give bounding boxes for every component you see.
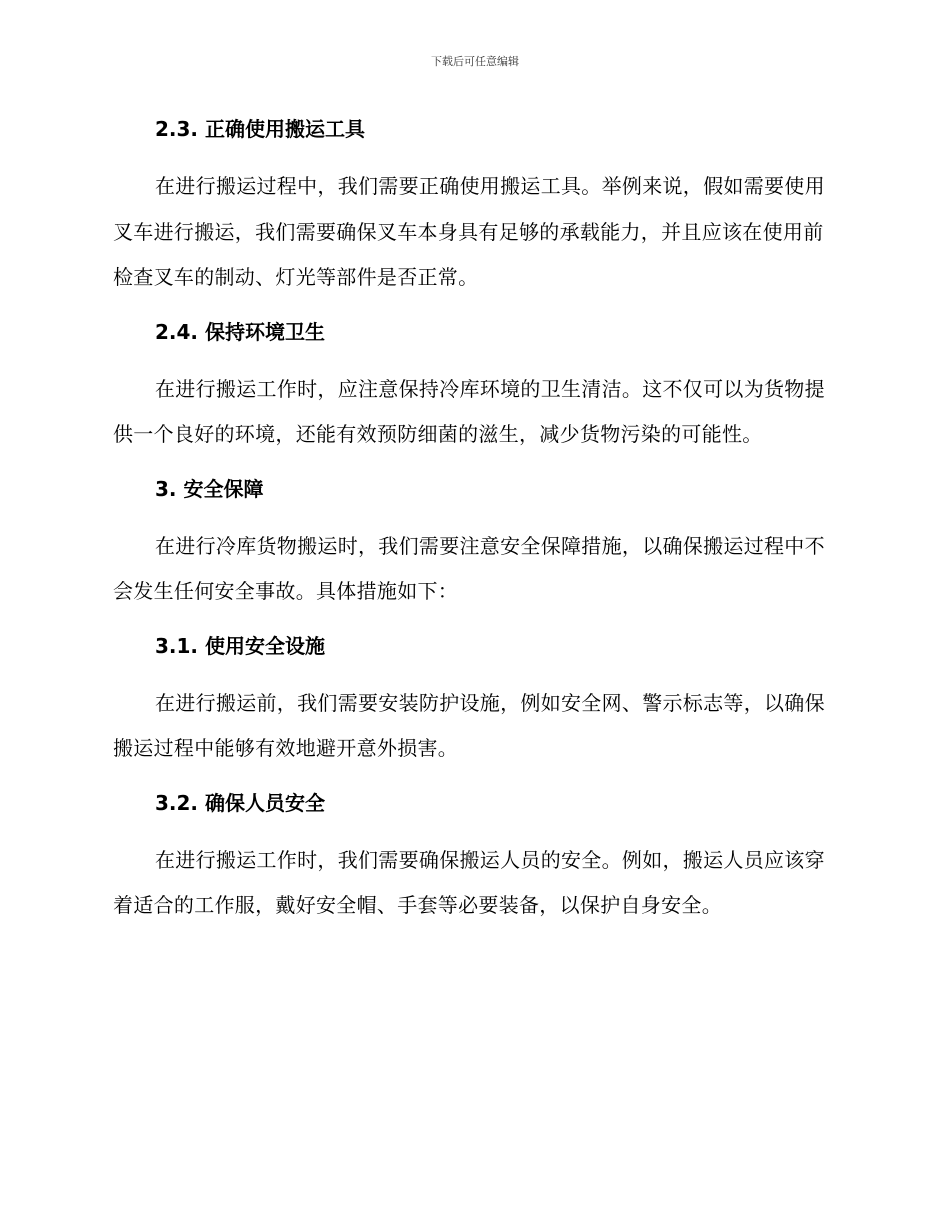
section-paragraph: 在进行搬运工作时，应注意保持冷库环境的卫生清洁。这不仅可以为货物提供一个良好的环境，还能有效预防细菌的滋生，减少货物污染的可能性。: [113, 376, 825, 446]
section-heading: 3.2. 确保人员安全: [155, 790, 325, 815]
section-heading: 3. 安全保障: [155, 476, 264, 501]
document-body: [113, 112, 833, 929]
section-paragraph: 在进行搬运工作时，我们需要确保搬运人员的安全。例如，搬运人员应该穿着适合的工作服，戴好安全帽、手套等必要装备，以保护自身安全。: [113, 847, 825, 917]
page-header: 下载后可任意编辑: [431, 55, 519, 68]
section-heading: 2.4. 保持环境卫生: [155, 319, 325, 344]
section-paragraph: 在进行搬运前，我们需要安装防护设施，例如安全网、警示标志等，以确保搬运过程中能够有效地避开意外损害。: [113, 690, 825, 760]
section-heading: 3.1. 使用安全设施: [155, 633, 325, 658]
section-paragraph: 在进行冷库货物搬运时，我们需要注意安全保障措施，以确保搬运过程中不会发生任何安全事故。具体措施如下：: [113, 533, 825, 603]
section-heading: 2.3. 正确使用搬运工具: [155, 117, 365, 141]
section-paragraph: 在进行搬运过程中，我们需要正确使用搬运工具。举例来说，假如需要使用叉车进行搬运，我们需要确保叉车本身具有足够的承载能力，并且应该在使用前检查叉车的制动、灯光等部件是否正常。: [113, 174, 825, 289]
